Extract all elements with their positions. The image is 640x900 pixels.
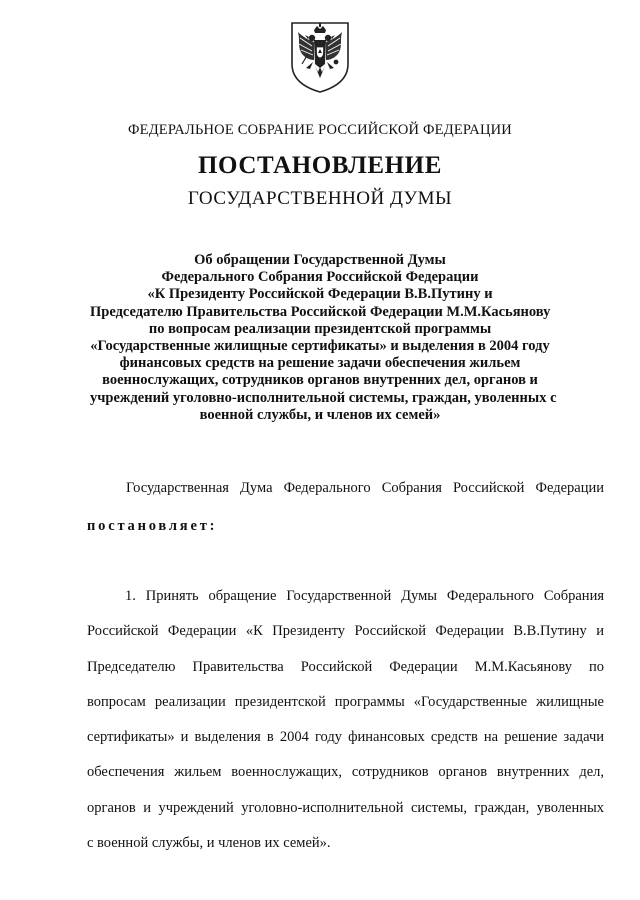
paragraph-1 <box>87 586 604 868</box>
subject-line: военной службы, и членов их семей» <box>199 406 441 423</box>
subject-line: по вопросам реализации президентской программы <box>148 320 492 337</box>
subject-line: военнослужащих, сотрудников органов внутренних дел, органов и <box>102 372 538 389</box>
coat-of-arms-emblem-icon <box>288 20 352 94</box>
subject-line: финансовых средств на решение задачи обеспечения жильем <box>119 355 521 372</box>
subject-line: Об обращении Государственной Думы <box>194 252 446 268</box>
paragraph-line: Председателю Правительства Российской Федерации М.М.Касьянову по <box>87 658 604 675</box>
paragraph-line: вопросам реализации президентской программы «Государственные жилищные <box>87 693 604 710</box>
decree-word: постановляет: <box>87 518 218 534</box>
subject-line: Председателю Правительства Российской Федерации М.М.Касьянову <box>90 303 551 320</box>
paragraph-line: органов и учреждений уголовно-исполнительной системы, граждан, уволенных <box>87 799 604 816</box>
paragraph-line: Российской Федерации «К Президенту Российской Федерации В.В.Путину и <box>87 623 604 640</box>
paragraph-line: сертификаты» и выделения в 2004 году финансовых средств на решение задачи <box>87 729 604 746</box>
paragraph-line: обеспечения жильем военнослужащих, сотрудников органов внутренних дел, <box>87 764 604 781</box>
organization-name: ФЕДЕРАЛЬНОЕ СОБРАНИЕ РОССИЙСКОЙ ФЕДЕРАЦИИ <box>128 122 512 138</box>
subject-line: «Государственные жилищные сертификаты» и выделения в 2004 году <box>90 338 550 355</box>
subject-line: Федерального Собрания Российской Федерации <box>161 269 479 286</box>
resolution-subject <box>90 252 557 424</box>
subject-line: учреждений уголовно-исполнительной системы, граждан, уволенных с <box>90 389 557 406</box>
document-type-title: ПОСТАНОВЛЕНИЕ <box>197 152 443 179</box>
document-issuer: ГОСУДАРСТВЕННОЙ ДУМЫ <box>187 188 453 209</box>
paragraph-line: с военной службы, и членов их семей». <box>87 835 331 852</box>
paragraph-line: 1. Принять обращение Государственной Думы Федерального Собрания <box>125 588 604 604</box>
intro-sentence: Государственная Дума Федерального Собрания Российской Федерации <box>126 480 604 496</box>
subject-line: «К Президенту Российской Федерации В.В.Путину и <box>147 286 493 303</box>
